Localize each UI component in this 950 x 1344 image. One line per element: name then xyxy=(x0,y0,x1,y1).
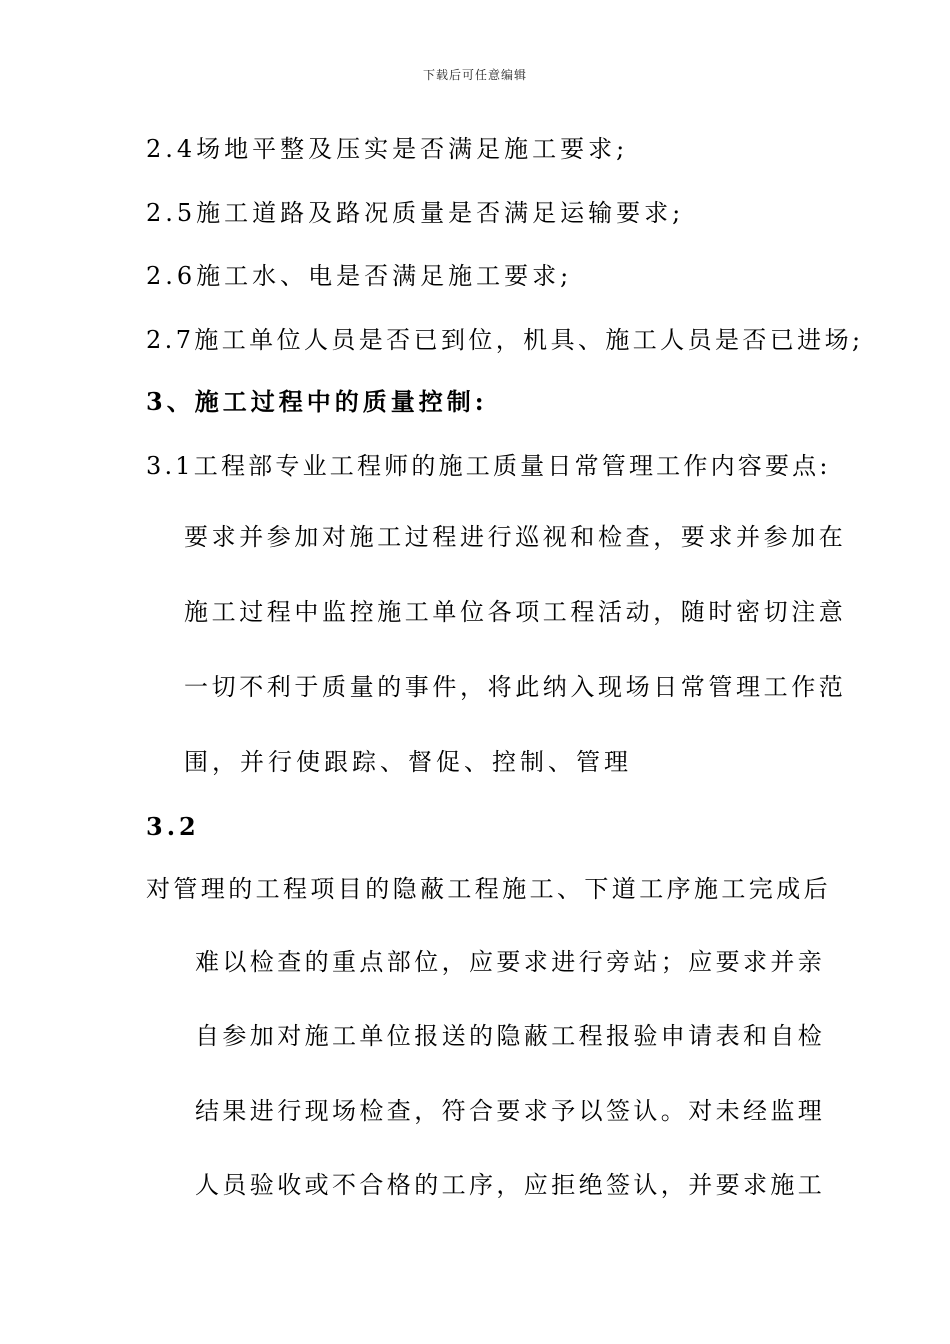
paragraph-3-2-line-3: 自参加对施工单位报送的隐蔽工程报验申请表和自检 xyxy=(195,1022,826,1050)
paragraph-3-2-line-2: 难以检查的重点部位，应要求进行旁站；应要求并亲 xyxy=(195,948,826,976)
section-3-heading: 3、施工过程中的质量控制: xyxy=(146,387,488,416)
item-2-5: 2.5施工道路及路况质量是否满足运输要求; xyxy=(146,199,685,227)
paragraph-3-1-line-3: 一切不利于质量的事件，将此纳入现场日常管理工作范 xyxy=(184,673,847,701)
paragraph-3-2-line-1: 对管理的工程项目的隐蔽工程施工、下道工序施工完成后 xyxy=(146,875,831,903)
paragraph-3-2-line-4: 结果进行现场检查，符合要求予以签认。对未经监理 xyxy=(195,1097,826,1125)
item-2-6: 2.6施工水、电是否满足施工要求; xyxy=(146,262,573,290)
item-3-2-heading: 3.2 xyxy=(146,812,200,841)
item-2-7: 2.7施工单位人员是否已到位，机具、施工人员是否已进场; xyxy=(146,326,864,354)
paragraph-3-1-line-2: 施工过程中监控施工单位各项工程活动，随时密切注意 xyxy=(184,598,847,626)
paragraph-3-1-line-4: 围，并行使跟踪、督促、控制、管理 xyxy=(184,748,632,776)
paragraph-3-1-line-1: 要求并参加对施工过程进行巡视和检查，要求并参加在 xyxy=(184,523,847,551)
item-2-4: 2.4场地平整及压实是否满足施工要求; xyxy=(146,135,629,163)
item-3-1: 3.1工程部专业工程师的施工质量日常管理工作内容要点: xyxy=(146,452,831,480)
page-header: 下载后可任意编辑 xyxy=(422,68,527,82)
paragraph-3-2-line-5: 人员验收或不合格的工序，应拒绝签认，并要求施工 xyxy=(195,1171,826,1199)
